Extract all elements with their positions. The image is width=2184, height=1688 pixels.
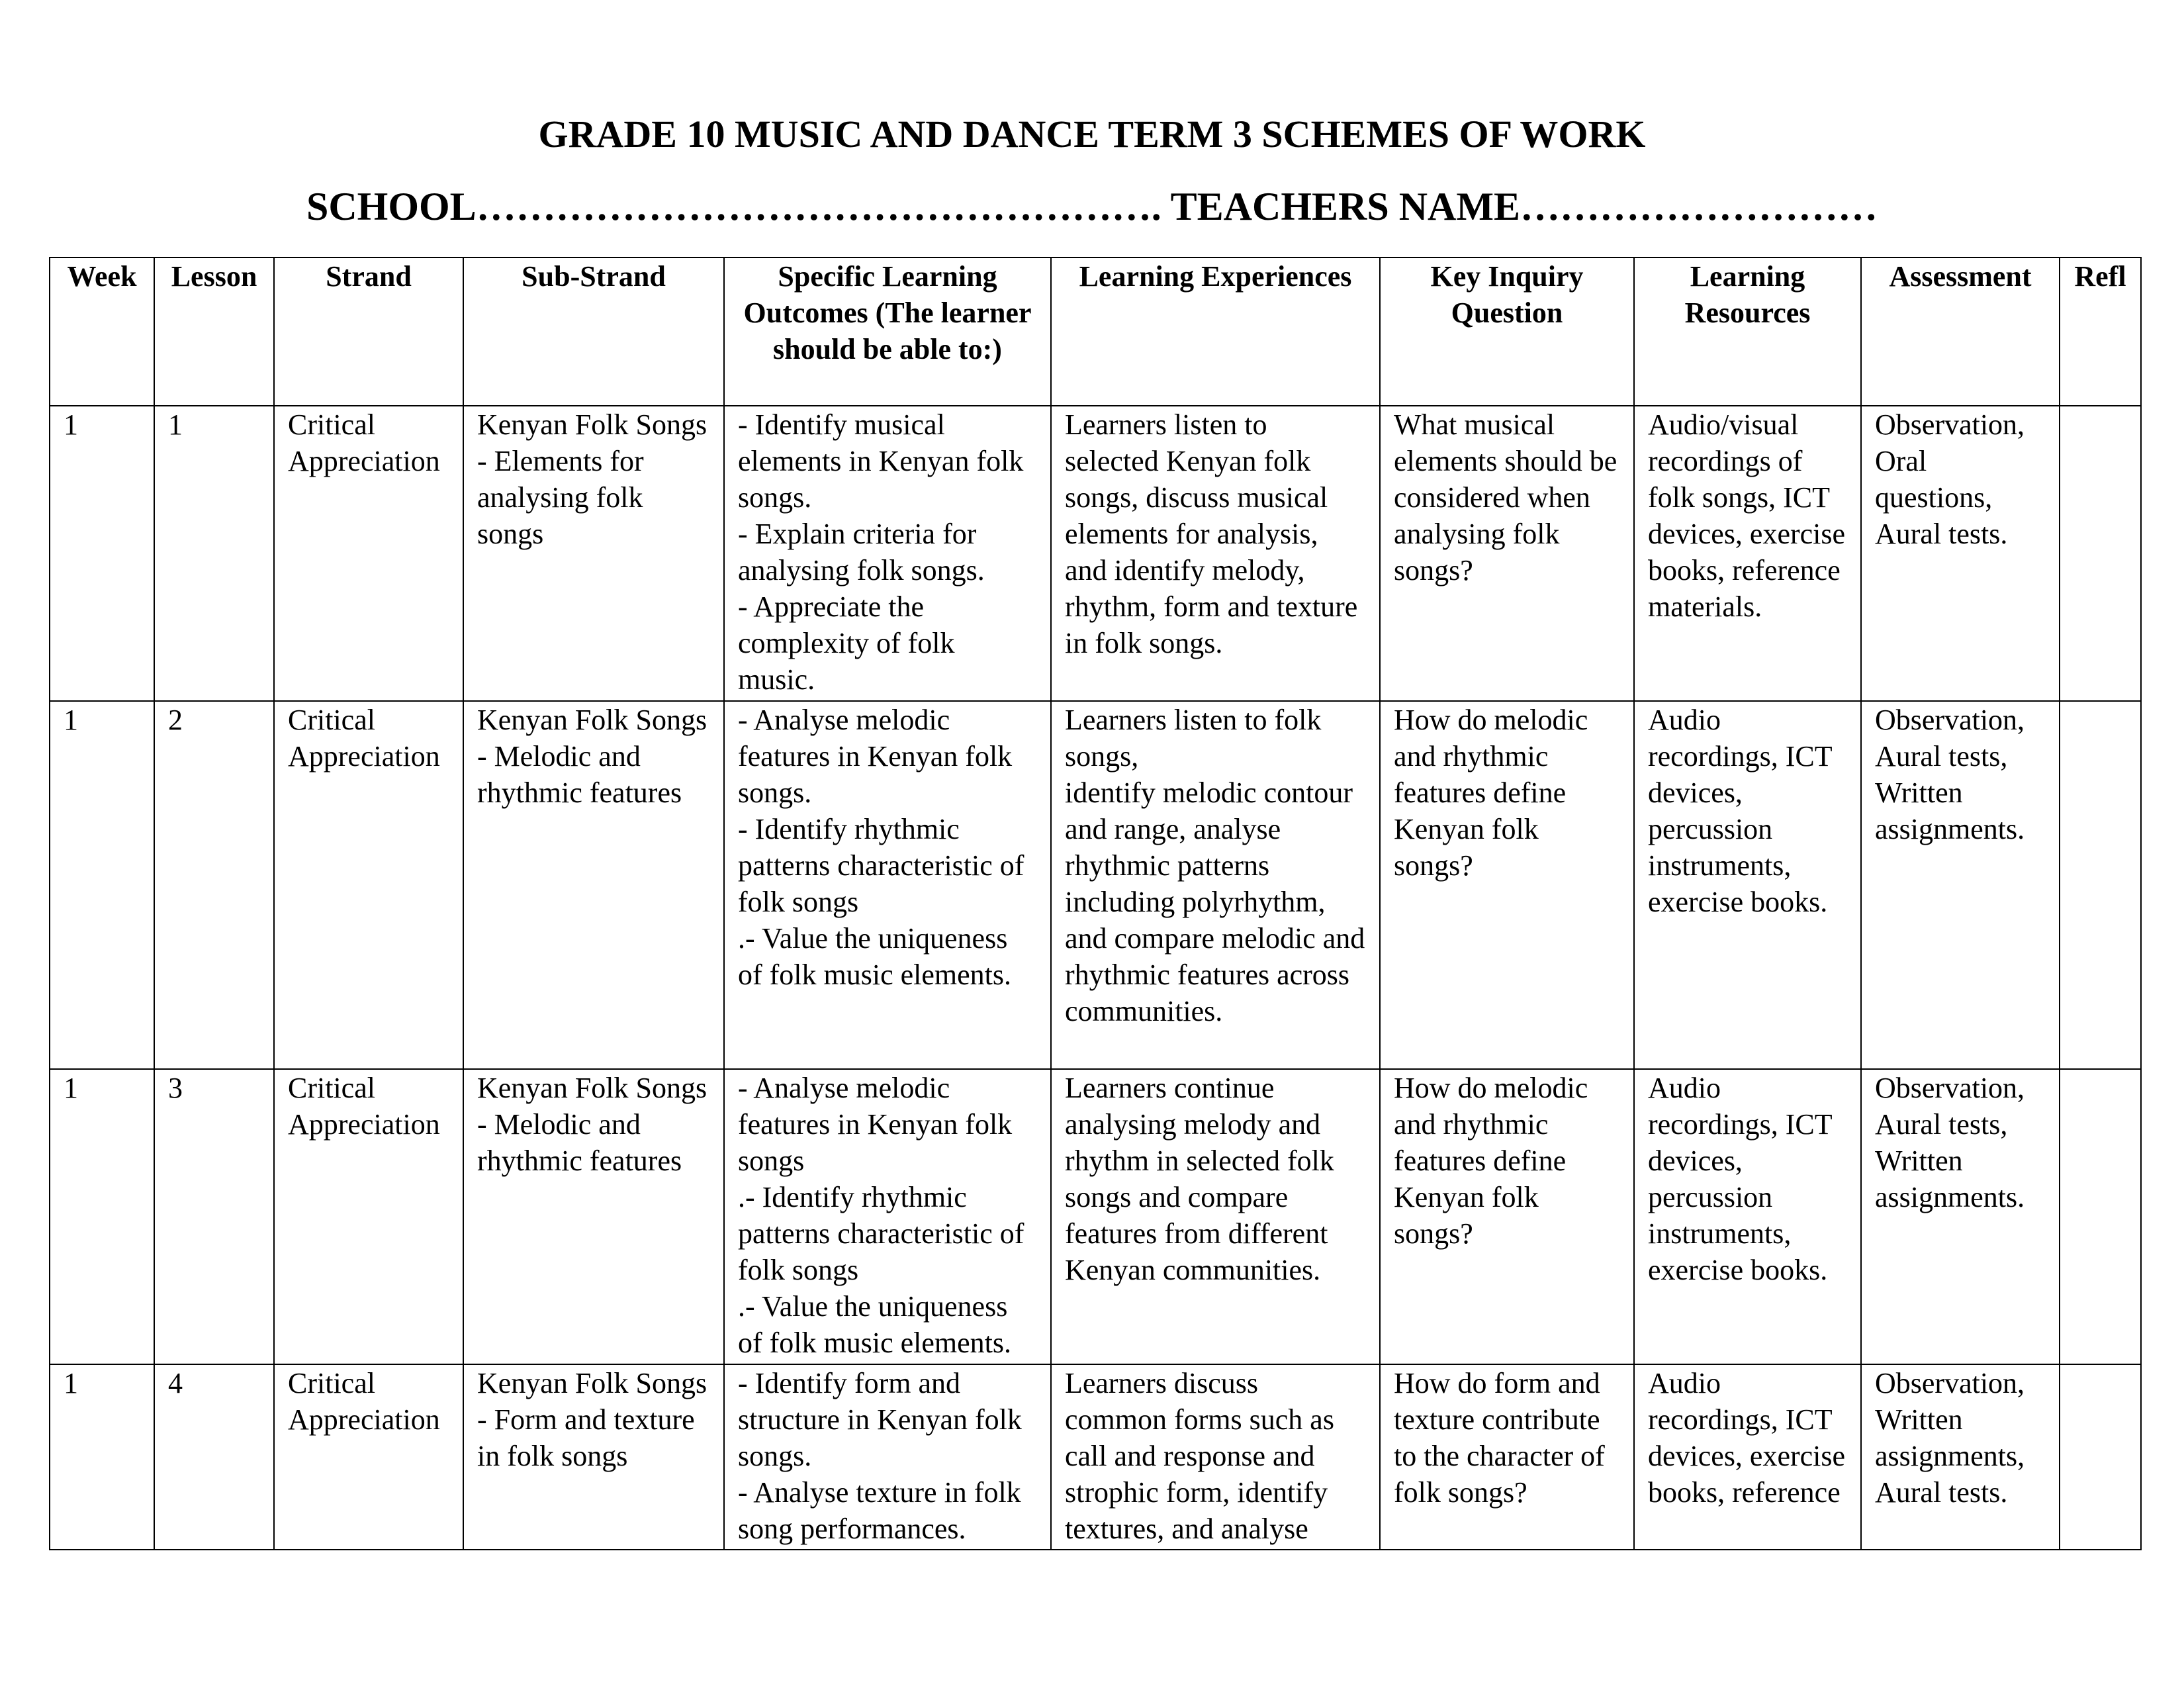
cell-inquiry-question: How do melodic and rhythmic features define Kenyan folk songs? [1380, 701, 1634, 1069]
cell-sub-strand: Kenyan Folk Songs - Elements for analysing folk songs [463, 406, 724, 701]
cell-experiences: Learners listen to folk songs, identify melodic contour and range, analyse rhythmic patterns including polyrhythm, and compare melodic and rhythmic features across communities. [1051, 701, 1380, 1069]
table-row [50, 406, 2141, 701]
cell-sub-strand: Kenyan Folk Songs - Melodic and rhythmic features [463, 701, 724, 1069]
cell-resources: Audio recordings, ICT devices, percussion instruments, exercise books. [1634, 1069, 1861, 1364]
table-row [50, 1364, 2141, 1550]
cell-week: 1 [50, 701, 154, 1069]
cell-lesson: 3 [154, 1069, 274, 1364]
cell-inquiry-question: How do form and texture contribute to the character of folk songs? [1380, 1364, 1634, 1550]
cell-experiences: Learners continue analysing melody and rhythm in selected folk songs and compare features from different Kenyan communities. [1051, 1069, 1380, 1364]
cell-experiences: Learners discuss common forms such as call and response and strophic form, identify textures, and analyse [1051, 1364, 1380, 1550]
table-row [50, 701, 2141, 1069]
cell-resources: Audio/visual recordings of folk songs, ICT devices, exercise books, reference materials. [1634, 406, 1861, 701]
cell-experiences: Learners listen to selected Kenyan folk songs, discuss musical elements for analysis, and identify melody, rhythm, form and texture in folk songs. [1051, 406, 1380, 701]
cell-reflection [2060, 406, 2141, 701]
column-header-experiences: Learning Experiences [1051, 258, 1380, 406]
cell-outcomes: - Analyse melodic features in Kenyan folk songs. - Identify rhythmic patterns characteristic of folk songs .- Value the uniqueness of folk music elements. [724, 701, 1051, 1069]
column-header-outcomes: Specific Learning Outcomes (The learner should be able to:) [724, 258, 1051, 406]
cell-assessment: Observation, Aural tests, Written assignments. [1861, 1069, 2060, 1364]
cell-lesson: 2 [154, 701, 274, 1069]
cell-week: 1 [50, 1364, 154, 1550]
column-header-reflection: Refl [2060, 258, 2141, 406]
table-header-row [50, 258, 2141, 406]
column-header-inquiry-question: Key Inquiry Question [1380, 258, 1634, 406]
cell-resources: Audio recordings, ICT devices, exercise books, reference [1634, 1364, 1861, 1550]
column-header-lesson: Lesson [154, 258, 274, 406]
cell-outcomes: - Identify form and structure in Kenyan folk songs. - Analyse texture in folk song performances. [724, 1364, 1051, 1550]
cell-strand: Critical Appreciation [274, 406, 463, 701]
cell-reflection [2060, 1069, 2141, 1364]
column-header-strand: Strand [274, 258, 463, 406]
cell-week: 1 [50, 1069, 154, 1364]
cell-outcomes: - Analyse melodic features in Kenyan folk songs .- Identify rhythmic patterns characteristic of folk songs .- Value the uniqueness of folk music elements. [724, 1069, 1051, 1364]
cell-sub-strand: Kenyan Folk Songs - Form and texture in folk songs [463, 1364, 724, 1550]
column-header-resources: Learning Resources [1634, 258, 1861, 406]
cell-lesson: 1 [154, 406, 274, 701]
cell-strand: Critical Appreciation [274, 1364, 463, 1550]
cell-week: 1 [50, 406, 154, 701]
cell-assessment: Observation, Oral questions, Aural tests. [1861, 406, 2060, 701]
cell-resources: Audio recordings, ICT devices, percussion instruments, exercise books. [1634, 701, 1861, 1069]
cell-reflection [2060, 1364, 2141, 1550]
column-header-week: Week [50, 258, 154, 406]
cell-assessment: Observation, Aural tests, Written assignments. [1861, 701, 2060, 1069]
cell-inquiry-question: How do melodic and rhythmic features define Kenyan folk songs? [1380, 1069, 1634, 1364]
cell-strand: Critical Appreciation [274, 701, 463, 1069]
cell-assessment: Observation, Written assignments, Aural tests. [1861, 1364, 2060, 1550]
column-header-assessment: Assessment [1861, 258, 2060, 406]
cell-inquiry-question: What musical elements should be considered when analysing folk songs? [1380, 406, 1634, 701]
table-row [50, 1069, 2141, 1364]
school-teacher-line: SCHOOL……………………………………………. TEACHERS NAME……………………… [306, 185, 1878, 228]
page-title: GRADE 10 MUSIC AND DANCE TERM 3 SCHEMES OF WORK [538, 113, 1646, 156]
scheme-table [49, 257, 2142, 1550]
cell-outcomes: - Identify musical elements in Kenyan folk songs. - Explain criteria for analysing folk songs. - Appreciate the complexity of folk music. [724, 406, 1051, 701]
cell-lesson: 4 [154, 1364, 274, 1550]
column-header-sub-strand: Sub-Strand [463, 258, 724, 406]
cell-sub-strand: Kenyan Folk Songs - Melodic and rhythmic features [463, 1069, 724, 1364]
cell-reflection [2060, 701, 2141, 1069]
cell-strand: Critical Appreciation [274, 1069, 463, 1364]
